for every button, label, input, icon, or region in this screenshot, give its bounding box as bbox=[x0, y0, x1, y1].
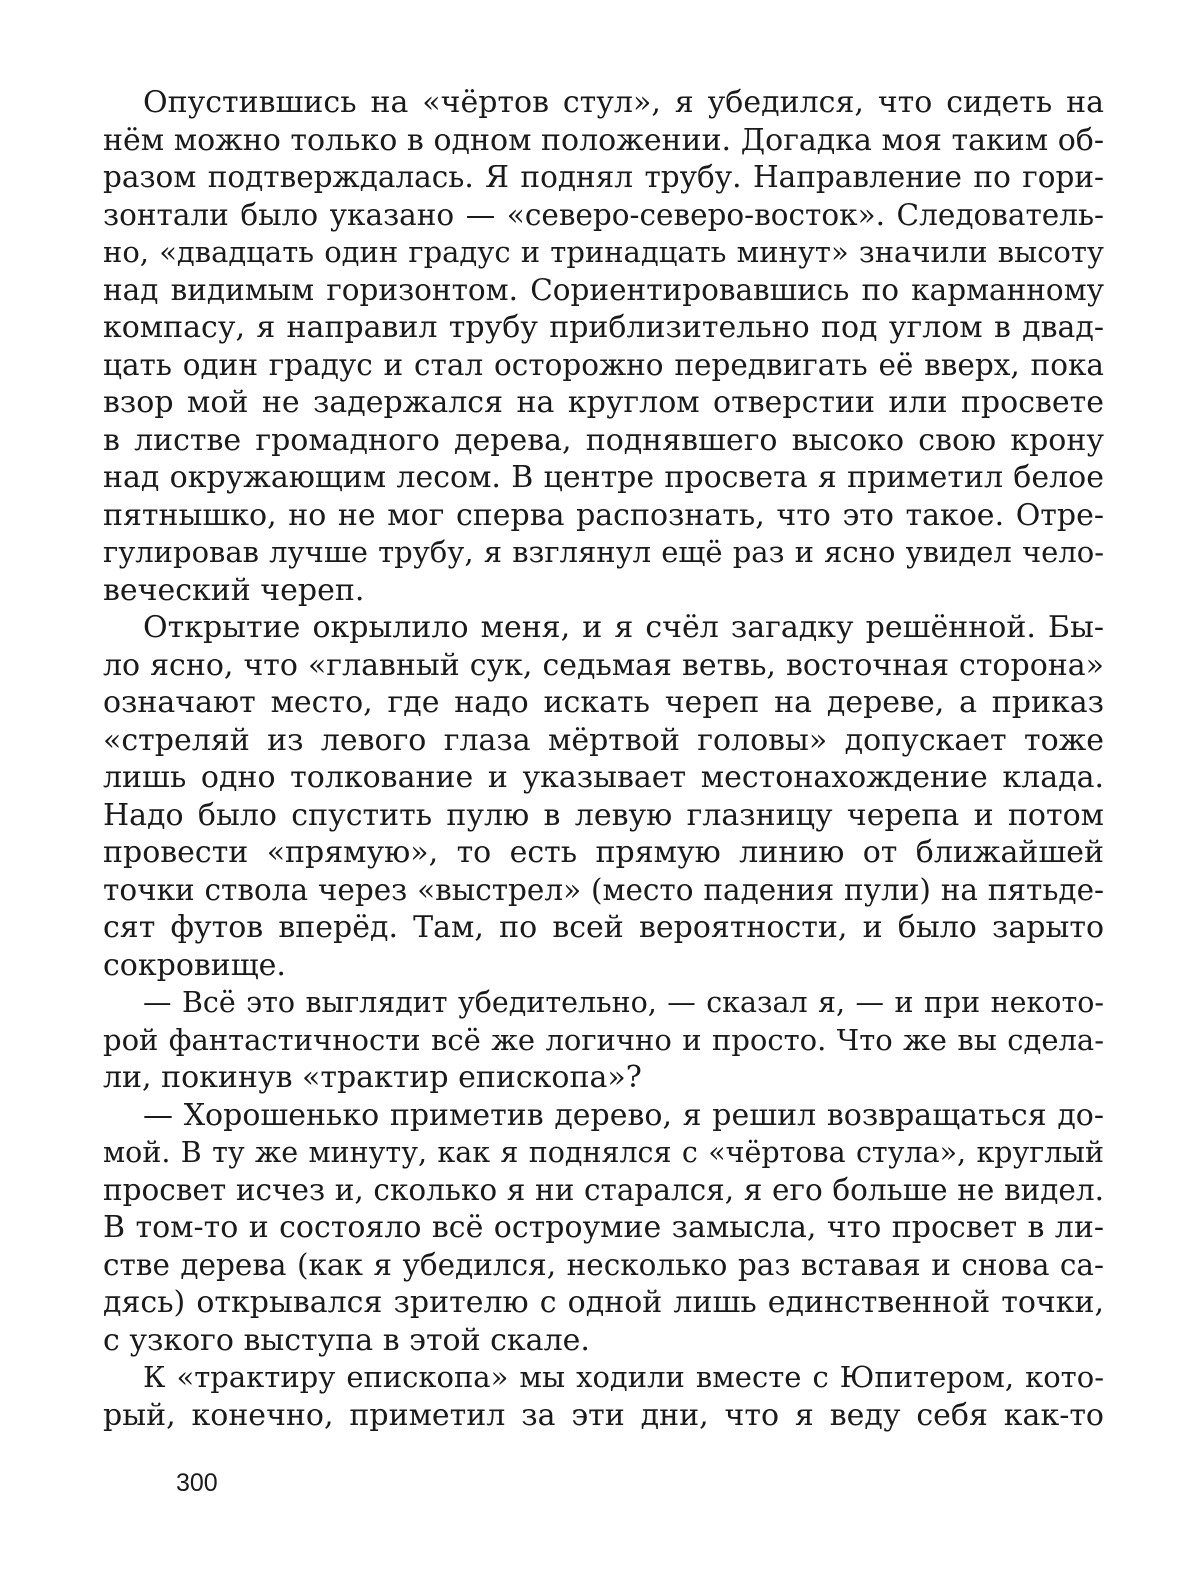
text-line: стве дерева (как я убедился, несколько раз вставая и снова са- bbox=[103, 1247, 1104, 1282]
text-line: компасу, я направил трубу приблизительно под углом в двад- bbox=[103, 310, 1104, 345]
text-line: Надо было спустить пулю в левую глазницу черепа и потом bbox=[103, 797, 1104, 833]
text-line: пятнышко, но не мог сперва распознать, что это такое. Отре- bbox=[103, 497, 1104, 533]
text-line: дясь) открывался зрителю с одной лишь единственной точки, bbox=[103, 1285, 1104, 1320]
text-line: разом подтверждалась. Я поднял трубу. Направление по гори- bbox=[103, 160, 1104, 194]
text-line: над видимым горизонтом. Сориентировавшись по карманному bbox=[103, 272, 1104, 307]
body-text bbox=[103, 84, 1104, 1434]
text-line: Открытие окрылило меня, и я счёл загадку решённой. Бы- bbox=[143, 610, 1104, 645]
text-line: нём можно только в одном положении. Догадка моя таким об- bbox=[103, 122, 1104, 158]
text-line: взор мой не задержался на круглом отверстии или просвете bbox=[103, 385, 1104, 420]
text-line: в листве громадного дерева, поднявшего высоко свою крону bbox=[103, 422, 1104, 458]
text-line: ли, покинув «трактир епископа»? bbox=[103, 1060, 642, 1095]
text-line: зонтали было указано — «северо-северо-восток». Следователь- bbox=[103, 197, 1104, 232]
text-line: веческий череп. bbox=[103, 572, 365, 608]
text-line: но, «двадцать один градус и тринадцать минут» значили высоту bbox=[103, 235, 1104, 269]
text-line: Опустившись на «чёртов стул», я убедился, что сидеть на bbox=[143, 85, 1104, 120]
text-line: просвет исчез и, сколько я ни старался, я его больше не видел. bbox=[103, 1172, 1104, 1207]
paragraph bbox=[103, 609, 1104, 984]
text-line: — Всё это выглядит убедительно, — сказал я, — и при некото- bbox=[143, 986, 1104, 1019]
text-line: точки ствола через «выстрел» (место падения пули) на пятьде- bbox=[103, 872, 1104, 907]
text-line: провести «прямую», то есть прямую линию от ближайшей bbox=[103, 835, 1104, 870]
text-line: гулировав лучше трубу, я взглянул ещё раз и ясно увидел чело- bbox=[103, 535, 1104, 569]
text-line: над окружающим лесом. В центре просвета я приметил белое bbox=[103, 460, 1104, 495]
text-line: мой. В ту же минуту, как я поднялся с «чёртова стула», круглый bbox=[103, 1136, 1104, 1169]
text-line: — Хорошенько приметив дерево, я решил возвращаться до- bbox=[143, 1097, 1104, 1133]
text-line: рый, конечно, приметил за эти дни, что я веду себя как-то bbox=[103, 1397, 1104, 1433]
text-line: с узкого выступа в этой скале. bbox=[103, 1322, 590, 1358]
text-line: В том-то и состояло всё остроумие замысла, что просвет в ли- bbox=[103, 1210, 1104, 1245]
text-line: «стреляй из левого глаза мёртвой головы» допускает тоже bbox=[103, 722, 1104, 758]
text-line: означают место, где надо искать череп на дереве, а приказ bbox=[103, 685, 1104, 720]
paragraph bbox=[103, 1097, 1104, 1360]
text-line: сят футов вперёд. Там, по всей вероятности, и было зарыто bbox=[103, 910, 1104, 945]
text-line: лишь одно толкование и указывает местонахождение клада. bbox=[103, 760, 1104, 795]
text-line: ло ясно, что «главный сук, седьмая ветвь, восточная сторона» bbox=[103, 647, 1104, 683]
text-line: рой фантастичности всё же логично и просто. Что же вы сдела- bbox=[103, 1022, 1104, 1057]
text-line: сокровище. bbox=[103, 947, 286, 983]
text-line: цать один градус и стал осторожно передвигать её вверх, пока bbox=[103, 347, 1104, 382]
paragraph bbox=[103, 984, 1104, 1097]
page-number: 300 bbox=[176, 1469, 218, 1497]
paragraph bbox=[103, 84, 1104, 609]
text-line: К «трактиру епископа» мы ходили вместе с Юпитером, кото- bbox=[143, 1360, 1104, 1394]
paragraph bbox=[103, 1359, 1104, 1434]
